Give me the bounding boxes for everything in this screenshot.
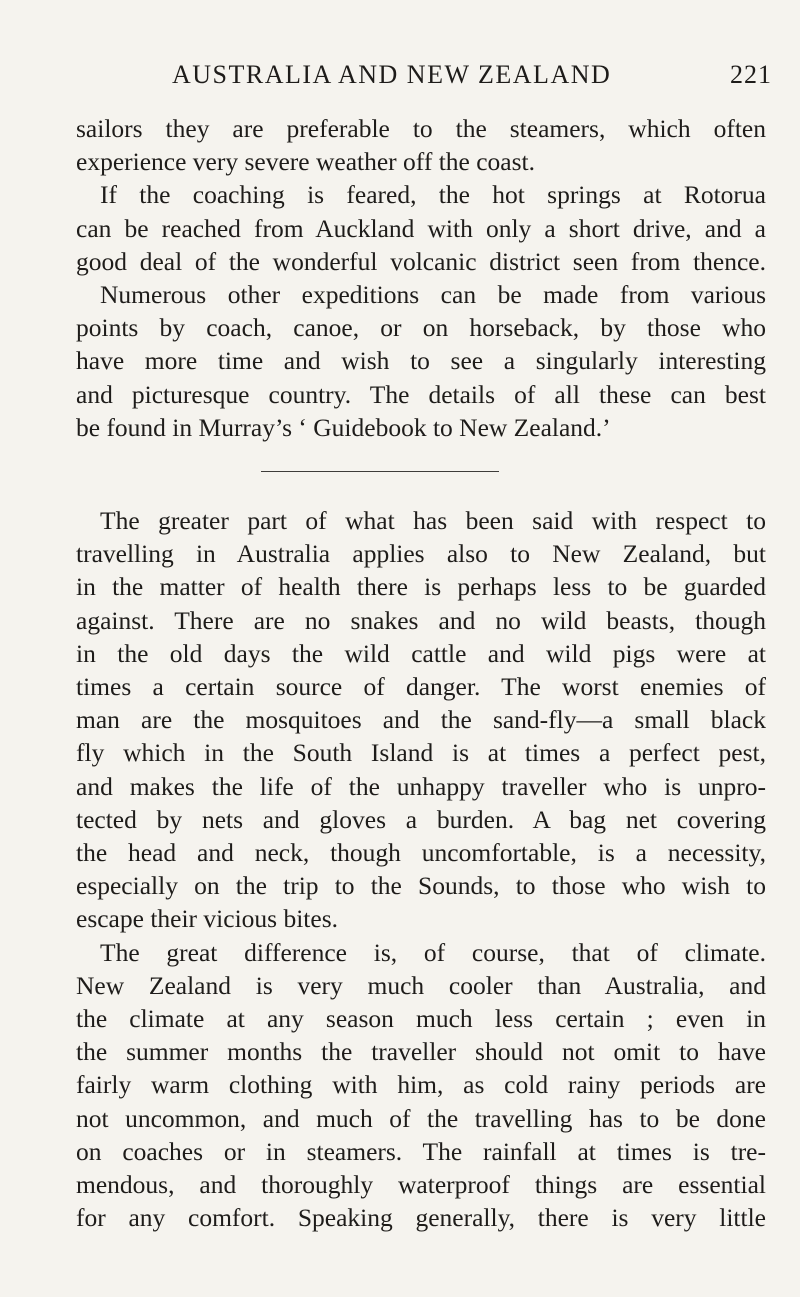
text-line: escape their vicious bites. xyxy=(76,904,338,934)
page-header xyxy=(172,60,772,100)
section-divider xyxy=(261,471,499,472)
text-line: not uncommon, and much of the travelling has to be done xyxy=(76,1103,766,1133)
text-line: New Zealand is very much cooler than Australia, and xyxy=(76,970,766,1000)
text-line: experience very severe weather off the coast. xyxy=(76,147,535,177)
text-line: mendous, and thoroughly waterproof things are essential xyxy=(76,1170,766,1200)
text-line: the head and neck, though uncomfortable, is a necessity, xyxy=(76,838,766,868)
text-line: for any comfort. Speaking generally, there is very little xyxy=(76,1203,766,1233)
text-line: Numerous other expeditions can be made from various xyxy=(100,280,766,310)
text-line: in the old days the wild cattle and wild pigs were at xyxy=(76,638,766,668)
text-line: good deal of the wonderful volcanic district seen from thence. xyxy=(76,246,766,276)
body-text xyxy=(76,112,766,1235)
text-line: fly which in the South Island is at times a perfect pest, xyxy=(76,738,766,768)
text-line: and makes the life of the unhappy traveller who is unpro- xyxy=(76,771,766,801)
text-line: the summer months the traveller should not omit to have xyxy=(76,1037,766,1067)
text-line: sailors they are preferable to the steamers, which often xyxy=(76,114,766,143)
text-line: tected by nets and gloves a burden. A bag net covering xyxy=(76,804,766,834)
paragraph xyxy=(76,936,766,1235)
text-line: travelling in Australia applies also to New Zealand, but xyxy=(76,539,766,569)
text-line: against. There are no snakes and no wild beasts, though xyxy=(76,605,766,635)
text-line: The greater part of what has been said with respect to xyxy=(100,506,766,536)
text-line: be found in Murray’s ‘ Guidebook to New Zealand.’ xyxy=(76,412,611,442)
paragraph xyxy=(76,504,766,936)
text-line: fairly warm clothing with him, as cold rainy periods are xyxy=(76,1070,766,1100)
text-line: and picturesque country. The details of all these can best xyxy=(76,379,766,409)
text-line: times a certain source of danger. The worst enemies of xyxy=(76,672,766,702)
text-line: The great difference is, of course, that of climate. xyxy=(100,937,766,967)
text-line: especially on the trip to the Sounds, to those who wish to xyxy=(76,871,766,901)
paragraph xyxy=(76,278,766,444)
text-line: in the matter of health there is perhaps less to be guarded xyxy=(76,572,766,602)
text-line: points by coach, canoe, or on horseback, by those who xyxy=(76,313,766,343)
text-line: have more time and wish to see a singularly interesting xyxy=(76,346,766,376)
text-line: the climate at any season much less certain ; even in xyxy=(76,1004,766,1034)
text-line: man are the mosquitoes and the sand-fly—a small black xyxy=(76,705,766,735)
text-line: on coaches or in steamers. The rainfall at times is tre- xyxy=(76,1136,766,1166)
page-number: 221 xyxy=(730,60,772,89)
text-line: If the coaching is feared, the hot springs at Rotorua xyxy=(100,180,766,210)
paragraph xyxy=(76,178,766,278)
running-head: AUSTRALIA AND NEW ZEALAND xyxy=(172,60,612,89)
paragraph xyxy=(76,112,766,178)
text-line: can be reached from Auckland with only a short drive, and a xyxy=(76,213,766,243)
